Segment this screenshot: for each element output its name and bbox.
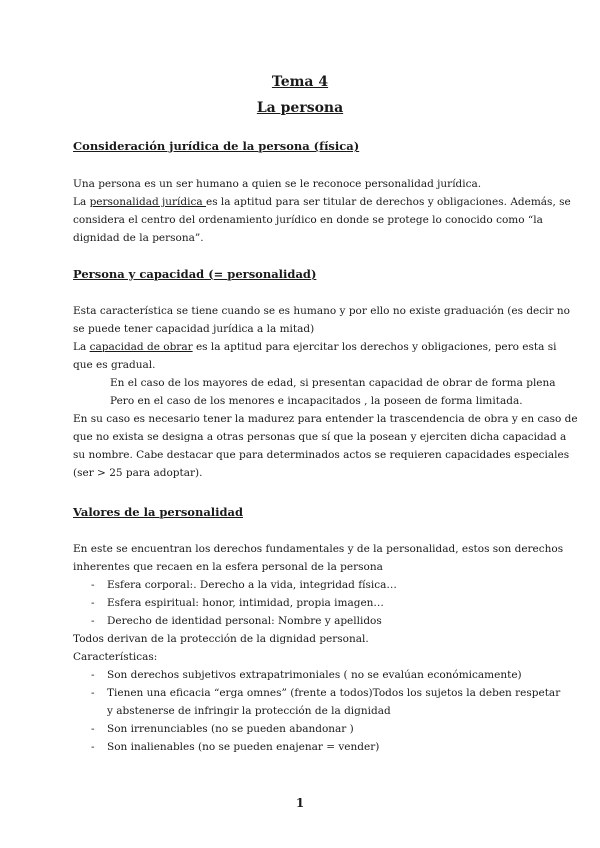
paragraph-line: se puede tener capacidad jurídica a la mitad): [73, 323, 315, 335]
section-heading-capacidad: [73, 267, 316, 281]
bullet-marker: -: [91, 597, 95, 609]
indented-line: Pero en el caso de los menores e incapacitados , la poseen de forma limitada.: [110, 395, 523, 407]
text-span: es la aptitud para ejercitar los derechos y obligaciones, pero esta si: [192, 341, 557, 353]
text-span: La: [73, 196, 90, 208]
bullet-marker: -: [91, 741, 95, 753]
paragraph-line: Características:: [73, 651, 158, 663]
bullet-marker: -: [91, 669, 95, 681]
indented-line: En el caso de los mayores de edad, si presentan capacidad de obrar de forma plena: [110, 377, 556, 389]
paragraph-line: En su caso es necesario tener la madurez para entender la trascendencia de obra y en caso de: [73, 413, 578, 425]
paragraph-line: que no exista se designa a otras personas que sí que la posean y ejerciten dicha capacidad a: [73, 431, 567, 443]
term-capacidad-de-obrar: capacidad de obrar: [89, 341, 193, 353]
paragraph-line: (ser > 25 para adoptar).: [73, 467, 203, 479]
text-span: La: [73, 341, 90, 353]
characteristic-item: Son derechos subjetivos extrapatrimoniales ( no se evalúan económicamente): [107, 669, 522, 681]
paragraph-line: Una persona es un ser humano a quien se le reconoce personalidad jurídica.: [73, 178, 482, 190]
section-heading-valores: Valores de la personalidad: [73, 505, 244, 519]
characteristic-item: Son inalienables (no se pueden enajenar = vender): [107, 741, 380, 753]
paragraph-line: dignidad de la persona”.: [73, 232, 204, 244]
paragraph-line: inherentes que recaen en la esfera personal de la persona: [73, 561, 383, 573]
characteristic-item: Son irrenunciables (no se pueden abandonar ): [107, 723, 354, 735]
text-span: es la aptitud para ser titular de derechos y obligaciones. Además, se: [205, 196, 571, 208]
term-personalidad-juridica: personalidad jurídica: [89, 196, 206, 208]
bullet-marker: -: [91, 615, 95, 627]
document-title: Tema 4: [271, 74, 329, 90]
paragraph-line: su nombre. Cabe destacar que para determinados actos se requieren capacidades especiales: [73, 449, 570, 461]
paragraph-line: que es gradual.: [73, 359, 156, 371]
paragraph-line: Esta característica se tiene cuando se es humano y por ello no existe graduación (es decir no: [73, 305, 570, 317]
bullet-item: Derecho de identidad personal: Nombre y apellidos: [107, 615, 382, 627]
paragraph-line: considera el centro del ordenamiento jurídico en donde se protege lo conocido como “la: [73, 214, 543, 226]
document-subtitle: La persona: [256, 100, 344, 116]
paragraph-line: Todos derivan de la protección de la dignidad personal.: [73, 633, 369, 645]
characteristic-item-continued: y abstenerse de infringir la protección de la dignidad: [107, 705, 391, 717]
bullet-item: Esfera espiritual: honor, intimidad, propia imagen…: [107, 597, 384, 609]
characteristic-item: Tienen una eficacia “erga omnes” (frente a todos)Todos los sujetos la deben respetar: [107, 687, 561, 699]
bullet-marker: -: [91, 687, 95, 699]
bullet-item: Esfera corporal:. Derecho a la vida, integridad física…: [107, 579, 397, 591]
paragraph-line: [73, 196, 571, 208]
bullet-marker: -: [91, 723, 95, 735]
paragraph-line: [73, 341, 557, 353]
page-number: 1: [295, 796, 305, 810]
paragraph-line: En este se encuentran los derechos fundamentales y de la personalidad, estos son derechos: [73, 543, 564, 555]
bullet-marker: -: [91, 579, 95, 591]
section-heading-juridica: Consideración jurídica de la persona (física): [73, 139, 360, 153]
heading-text: Persona y capacidad (: [73, 267, 214, 281]
heading-text-end: ): [310, 267, 317, 281]
heading-text-eq: = personalidad: [213, 267, 311, 281]
